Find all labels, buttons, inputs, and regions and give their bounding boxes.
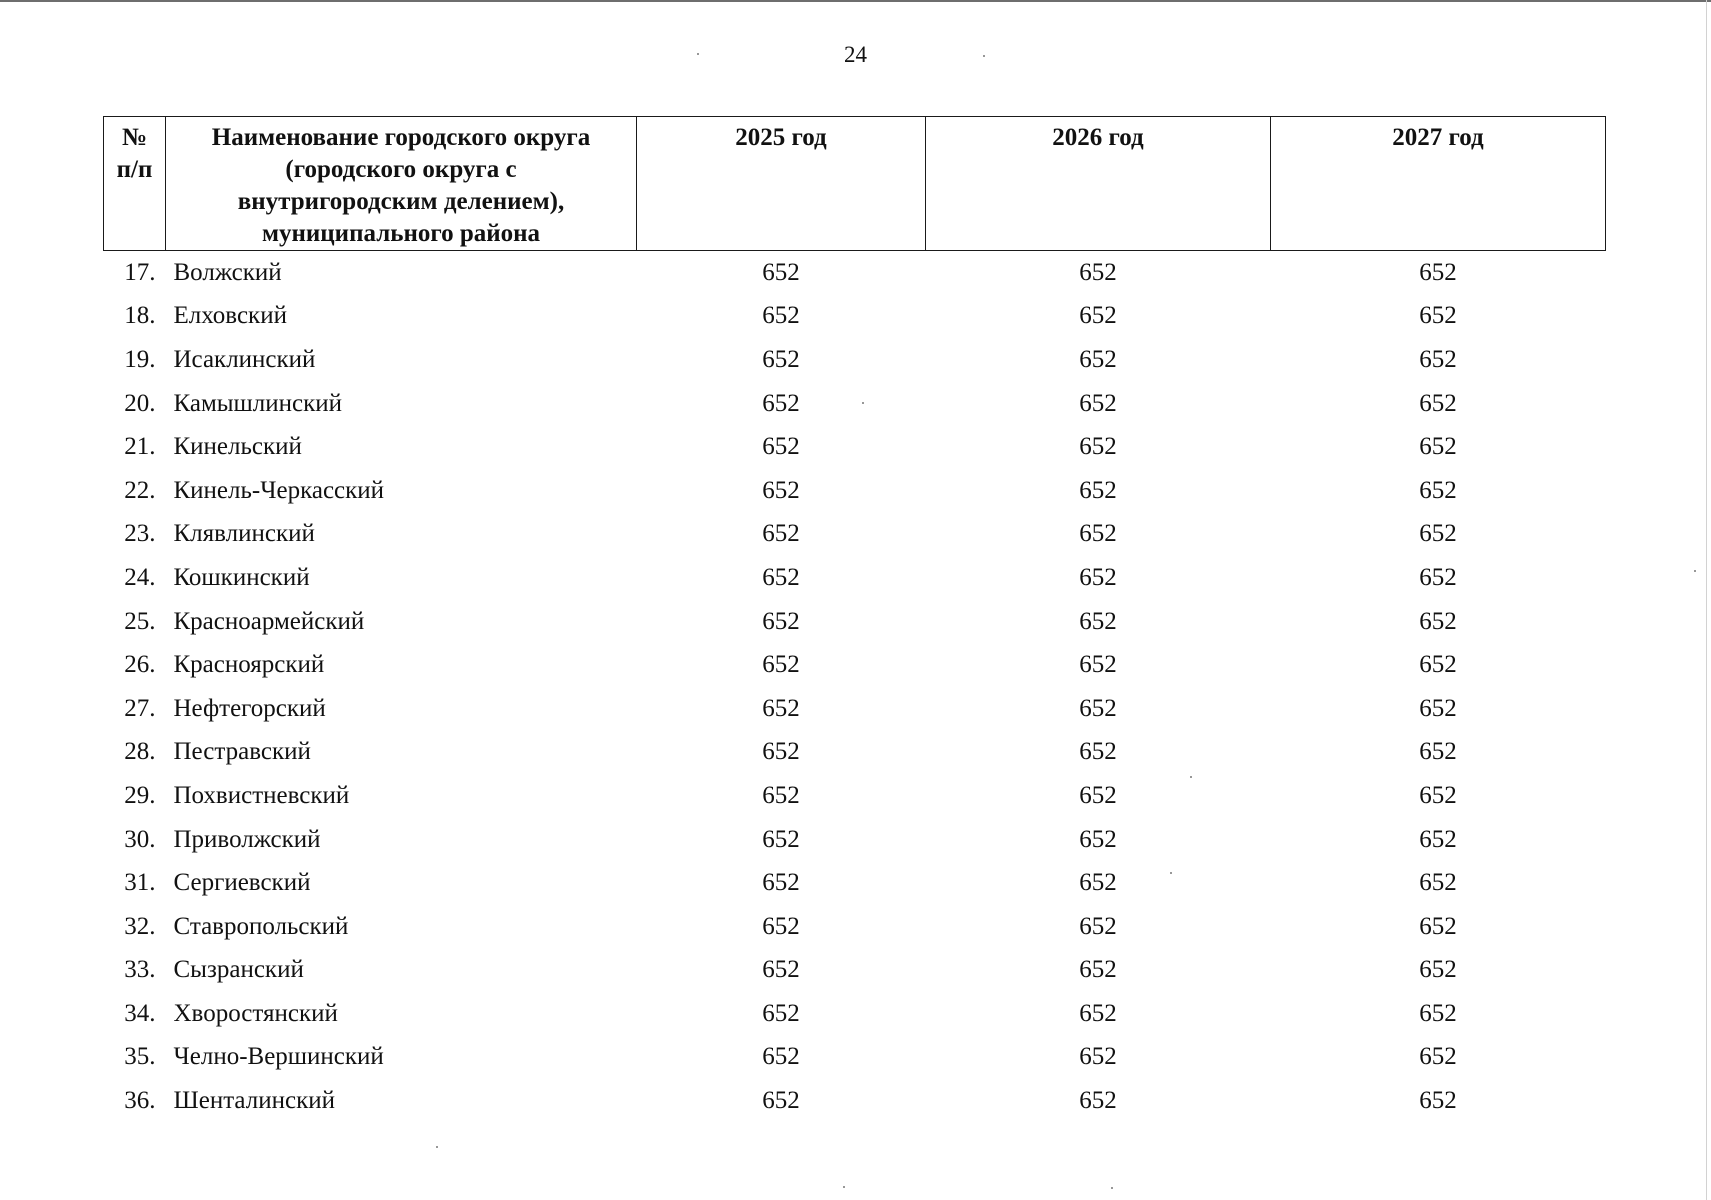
value-2027: 652 — [1419, 651, 1457, 679]
scan-speck — [697, 53, 699, 55]
value-2025: 652 — [762, 1043, 800, 1071]
row-number: 21. — [124, 433, 156, 461]
value-2025: 652 — [762, 912, 800, 940]
municipality-name: Клявлинский — [173, 520, 315, 548]
header-row-number — [104, 117, 166, 251]
value-2026: 652 — [1079, 1087, 1117, 1115]
value-2025: 652 — [762, 520, 800, 548]
value-2025: 652 — [762, 302, 800, 330]
scan-speck — [1111, 1187, 1113, 1189]
value-2026: 652 — [1079, 433, 1117, 461]
row-number: 32. — [124, 912, 156, 940]
table-row — [104, 949, 1606, 993]
value-2025: 652 — [762, 563, 800, 591]
scan-right-edge — [1706, 0, 1707, 1200]
value-2025: 652 — [762, 694, 800, 722]
value-2027: 652 — [1419, 302, 1457, 330]
page-number: 24 — [844, 42, 867, 67]
value-2027: 652 — [1419, 912, 1457, 940]
value-2026: 652 — [1079, 956, 1117, 984]
value-2025: 652 — [762, 956, 800, 984]
value-2025: 652 — [762, 825, 800, 853]
value-2025: 652 — [762, 781, 800, 809]
table-row — [104, 905, 1606, 949]
table-row — [104, 251, 1606, 295]
table-row — [104, 1036, 1606, 1080]
table-row — [104, 643, 1606, 687]
row-number: 29. — [124, 781, 156, 809]
scan-speck — [1190, 776, 1192, 778]
header-line: № — [121, 124, 148, 151]
row-number: 36. — [124, 1087, 156, 1115]
row-number: 24. — [124, 563, 156, 591]
header-year-2025: 2025 год — [637, 117, 926, 251]
scan-speck — [862, 402, 864, 404]
municipality-name: Шенталинский — [173, 1087, 335, 1115]
scan-speck — [843, 1186, 845, 1188]
value-2027: 652 — [1419, 825, 1457, 853]
header-line: внутригородским делением), — [237, 188, 565, 215]
row-number: 33. — [124, 956, 156, 984]
table-row — [104, 731, 1606, 775]
value-2026: 652 — [1079, 999, 1117, 1027]
value-2027: 652 — [1419, 781, 1457, 809]
municipality-name: Приволжский — [173, 825, 321, 853]
value-2027: 652 — [1419, 956, 1457, 984]
value-2027: 652 — [1419, 1043, 1457, 1071]
value-2025: 652 — [762, 1087, 800, 1115]
header-year-2026: 2026 год — [926, 117, 1271, 251]
municipality-name: Сызранский — [173, 956, 304, 984]
value-2026: 652 — [1079, 258, 1117, 286]
municipal-allocation-table — [103, 116, 1606, 1123]
municipality-name: Сергиевский — [173, 869, 311, 897]
row-number: 22. — [124, 476, 156, 504]
row-number: 35. — [124, 1043, 156, 1071]
value-2026: 652 — [1079, 651, 1117, 679]
value-2025: 652 — [762, 651, 800, 679]
value-2026: 652 — [1079, 869, 1117, 897]
row-number: 17. — [124, 258, 156, 286]
value-2026: 652 — [1079, 738, 1117, 766]
municipality-name: Челно-Вершинский — [173, 1043, 384, 1071]
value-2026: 652 — [1079, 1043, 1117, 1071]
header-line: муниципального района — [261, 220, 541, 247]
table-row — [104, 469, 1606, 513]
value-2027: 652 — [1419, 607, 1457, 635]
value-2026: 652 — [1079, 607, 1117, 635]
row-number: 20. — [124, 389, 156, 417]
row-number: 34. — [124, 999, 156, 1027]
value-2027: 652 — [1419, 476, 1457, 504]
value-2026: 652 — [1079, 825, 1117, 853]
value-2025: 652 — [762, 258, 800, 286]
municipality-name: Камышлинский — [173, 389, 343, 417]
value-2025: 652 — [762, 389, 800, 417]
value-2027: 652 — [1419, 258, 1457, 286]
table-row — [104, 556, 1606, 600]
value-2026: 652 — [1079, 345, 1117, 373]
scan-top-edge — [0, 0, 1711, 2]
table-row — [104, 513, 1606, 557]
value-2027: 652 — [1419, 694, 1457, 722]
value-2027: 652 — [1419, 520, 1457, 548]
header-year-2027: 2027 год — [1271, 117, 1606, 251]
value-2027: 652 — [1419, 433, 1457, 461]
table-row — [104, 774, 1606, 818]
scan-speck — [1170, 872, 1172, 874]
municipality-name: Кинель-Черкасский — [173, 476, 385, 504]
value-2026: 652 — [1079, 389, 1117, 417]
value-2026: 652 — [1079, 302, 1117, 330]
row-number: 25. — [124, 607, 156, 635]
table-row — [104, 687, 1606, 731]
header-municipality-name — [166, 117, 637, 251]
table-row — [104, 338, 1606, 382]
value-2026: 652 — [1079, 912, 1117, 940]
municipality-name: Исаклинский — [173, 345, 316, 373]
table-row — [104, 1079, 1606, 1123]
municipality-name: Волжский — [173, 258, 282, 286]
table-row — [104, 818, 1606, 862]
table-row — [104, 861, 1606, 905]
value-2026: 652 — [1079, 476, 1117, 504]
value-2025: 652 — [762, 738, 800, 766]
value-2026: 652 — [1079, 781, 1117, 809]
value-2026: 652 — [1079, 520, 1117, 548]
row-number: 31. — [124, 869, 156, 897]
municipality-name: Кошкинский — [173, 563, 310, 591]
value-2027: 652 — [1419, 1087, 1457, 1115]
municipality-name: Красноярский — [173, 651, 325, 679]
value-2025: 652 — [762, 999, 800, 1027]
value-2027: 652 — [1419, 869, 1457, 897]
municipality-name: Нефтегорский — [173, 694, 326, 722]
table-row — [104, 425, 1606, 469]
municipality-name: Ставропольский — [173, 912, 349, 940]
scan-speck — [1694, 570, 1696, 572]
value-2027: 652 — [1419, 999, 1457, 1027]
municipality-name: Елховский — [173, 302, 287, 330]
header-line: (городского округа с — [285, 156, 517, 183]
row-number: 30. — [124, 825, 156, 853]
value-2025: 652 — [762, 607, 800, 635]
table-row — [104, 600, 1606, 644]
row-number: 26. — [124, 651, 156, 679]
municipality-name: Пестравский — [173, 738, 311, 766]
table-row — [104, 992, 1606, 1036]
value-2027: 652 — [1419, 345, 1457, 373]
table-header-row — [104, 117, 1606, 251]
row-number: 19. — [124, 345, 156, 373]
value-2025: 652 — [762, 869, 800, 897]
value-2027: 652 — [1419, 389, 1457, 417]
table-body — [104, 251, 1606, 1123]
header-line: п/п — [116, 156, 153, 183]
municipality-name: Хворостянский — [173, 999, 338, 1027]
municipality-name: Кинельский — [173, 433, 302, 461]
header-line: Наименование городского округа — [211, 124, 591, 151]
scan-speck — [436, 1146, 438, 1148]
row-number: 23. — [124, 520, 156, 548]
value-2026: 652 — [1079, 694, 1117, 722]
table-row — [104, 382, 1606, 426]
table-row — [104, 295, 1606, 339]
value-2025: 652 — [762, 433, 800, 461]
row-number: 27. — [124, 694, 156, 722]
row-number: 18. — [124, 302, 156, 330]
value-2026: 652 — [1079, 563, 1117, 591]
value-2025: 652 — [762, 476, 800, 504]
municipality-name: Красноармейский — [173, 607, 365, 635]
municipality-name: Похвистневский — [173, 781, 350, 809]
value-2027: 652 — [1419, 738, 1457, 766]
value-2025: 652 — [762, 345, 800, 373]
value-2027: 652 — [1419, 563, 1457, 591]
row-number: 28. — [124, 738, 156, 766]
scan-speck — [983, 55, 985, 57]
